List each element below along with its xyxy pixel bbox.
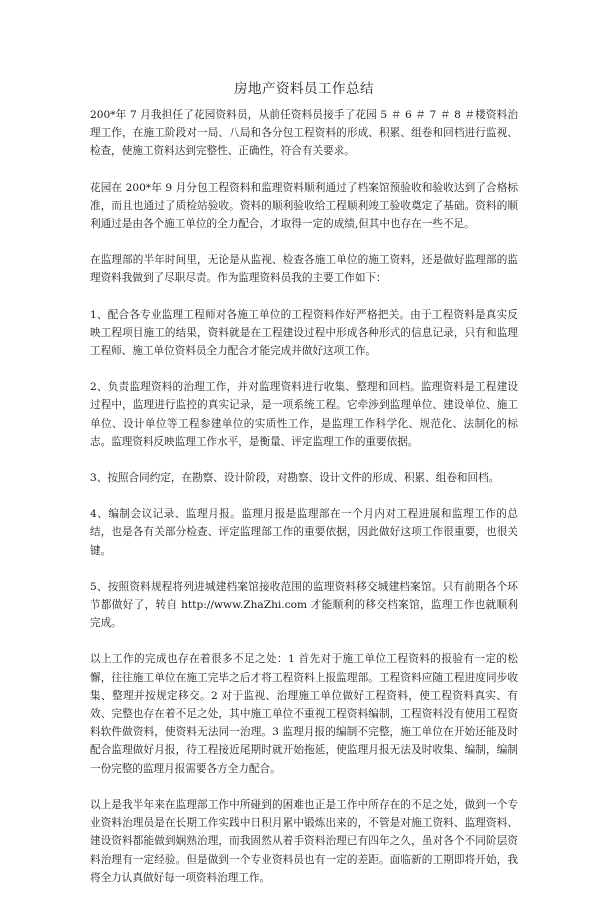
paragraph-duty-3: 3、按照合同约定，在勘察、设计阶段，对勘察、设计文件的形成、积累、组卷和回档。 bbox=[90, 472, 500, 485]
paragraph-duty-1: 1、配合各专业监理工程师对各施工单位的工程资料作好严格把关。由于工程资料是真实反映工程项目施工的结果，资料就是在工程建设过程中形成各种形式的信息记录，只有和监理工程师、施工单位资料员全力配合才能完成并做好这项工作。 bbox=[90, 308, 518, 358]
paragraph-duty-4: 4、编制会议记录、监理月报。监理月报是监理部在一个月内对工程进展和监理工作的总结，也是各有关部分检查、评定监理部工作的重要依据，因此做好这项工作很重要，也很关键。 bbox=[90, 508, 518, 557]
paragraph-conclusion: 以上是我半年来在监理部工作中所碰到的困难也正是工作中所存在的不足之处，做到一个专业资料治理员是在长期工作实践中日积月累中锻炼出来的，不管是对施工资料、监理资料、建设资料都能做到娴熟治理，而我固然从着手资料治理已有四年之久，虽对各个不同阶层资料治理有一定经验。但是做到一个专业资料员也有一定的差距。面临新的工期即将开始，我将全力认真做好每一项资料治理工作。 bbox=[90, 798, 518, 884]
paragraph-duties-intro: 在监理部的半年时间里，无论是从监视、检查各施工单位的施工资料，还是做好监理部的监理资料我做到了尽职尽责。作为监理资料员我的主要工作如下： bbox=[90, 254, 518, 285]
paragraph-acceptance: 花园在 200*年 9 月分包工程资料和监理资料顺利通过了档案馆预验收和验收达到了合格标准，而且也通过了质检站验收。资料的顺利验收给工程顺利竣工验收奠定了基础。资料的顺利通过是由各个施工单位的全力配合，才取得一定的成绩,但其中也存在一些不足。 bbox=[90, 181, 518, 231]
paragraph-intro: 200*年 7 月我担任了花园资料员，从前任资料员接手了花园 5 ＃ 6 ＃ 7 ＃ 8 ＃楼资料治理工作，在施工阶段对一局、八局和各分包工程资料的形成、积累、组卷和回档进行监视、检查，使施工资料达到完整性、正确性，符合有关要求。 bbox=[90, 109, 518, 158]
document-title: 房地产资料员工作总结 bbox=[234, 81, 374, 97]
paragraph-duty-2: 2、负责监理资料的治理工作，并对监理资料进行收集、整理和回档。监理资料是工程建设过程中，监理进行监控的真实记录，是一项系统工程。它牵涉到监理单位、建设单位、施工单位、设计单位等工程参建单位的实质性工作，是监理工作科学化、规范化、法制化的标志。监理资料反映监理工作水平，是衡量、评定监理工作的重要依据。 bbox=[90, 381, 518, 448]
paragraph-shortcomings: 以上工作的完成也存在着很多不足之处：1 首先对于施工单位工程资料的报验有一定的松懈，往往施工单位在施工完毕之后才将工程资料上报监理部。工程资料应随工程进度同步收集、整理并按规定移交。2 对于监视、治理施工单位做好工程资料，使工程资料真实、有效、完整也存在着不足之处，其中施工单位不重视工程资料编制，工程资料没有使用工程资料软件做资料，使资料无法同一治理。3 监理月报的编制不完整，施工单位在开始还能及时配合监理做好月报，待工程接近尾期时就开始拖延，使监理月报无法及时收集、编制，编制一份完整的监理月报需要各方全力配合。 bbox=[90, 653, 518, 775]
paragraph-duty-5: 5、按照资料规程将列进城建档案馆接收范围的监理资料移交城建档案馆。只有前期各个环节都做好了，转自 http://www.ZhaZhi.com 才能顺利的移交档案馆，监理工作也就顺利完成。 bbox=[90, 580, 518, 630]
document-page bbox=[90, 80, 518, 905]
